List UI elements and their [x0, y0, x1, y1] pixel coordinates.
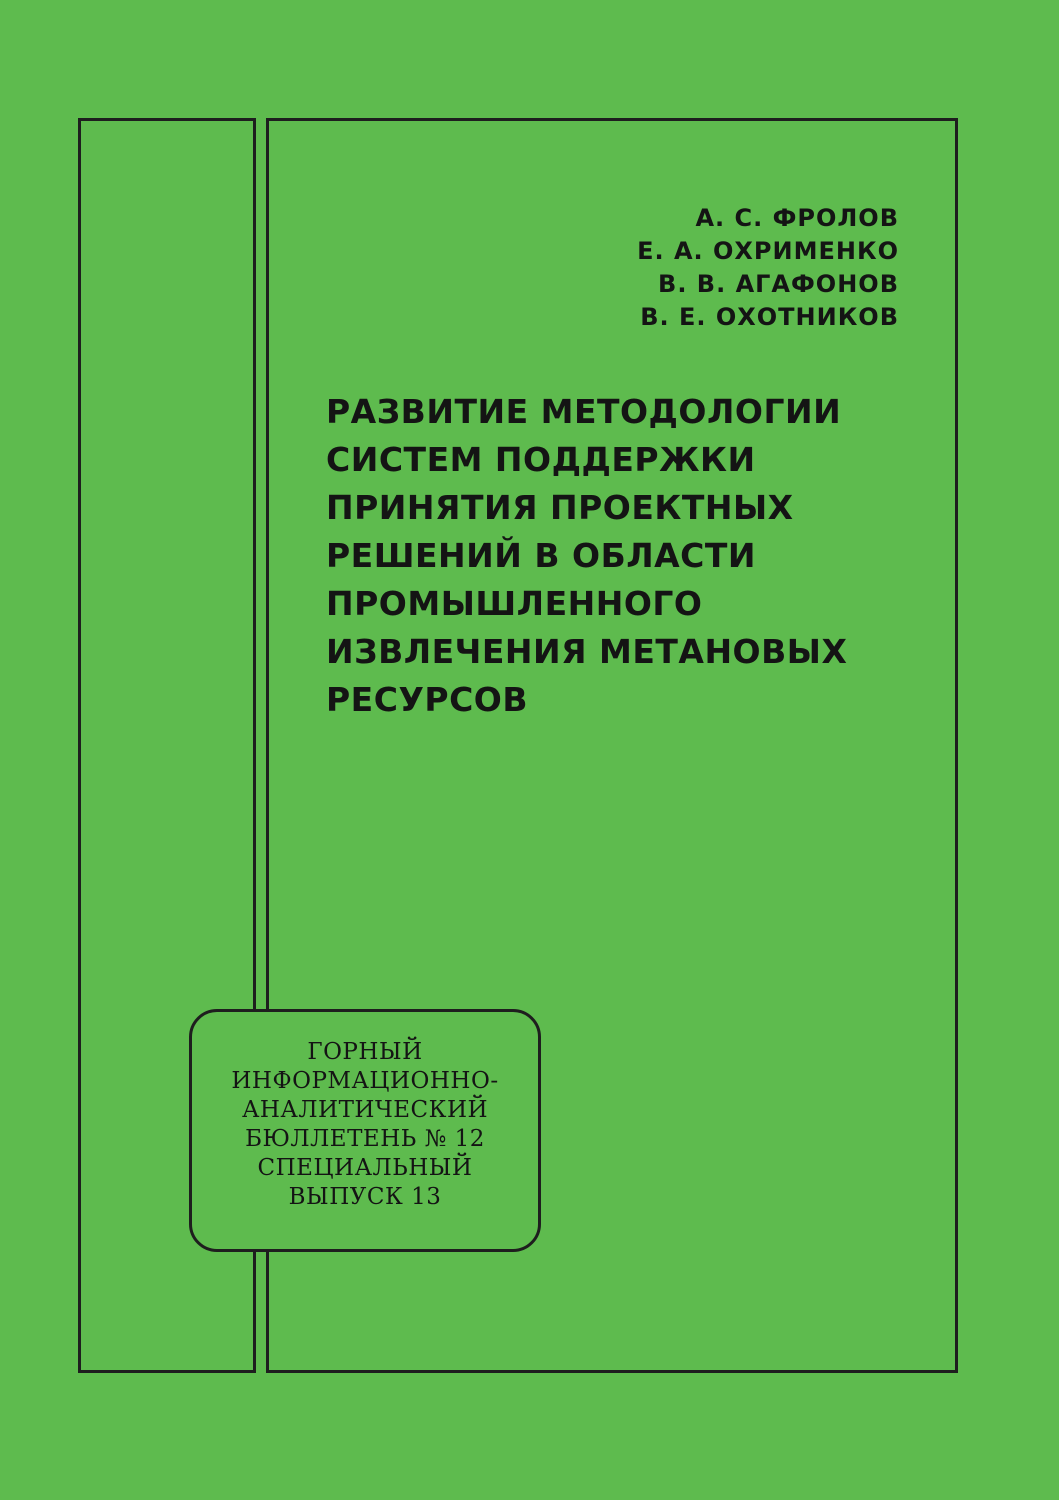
series-line: ИНФОРМАЦИОННО-: [231, 1068, 499, 1094]
series-badge: [189, 1009, 541, 1252]
author-name: В. В. АГАФОНОВ: [658, 270, 899, 298]
title-line: РЕШЕНИЙ В ОБЛАСТИ: [326, 536, 757, 575]
title-line: ПРОМЫШЛЕННОГО: [326, 584, 703, 623]
book-title: [326, 388, 926, 724]
series-line: ГОРНЫЙ: [307, 1039, 423, 1065]
series-line: БЮЛЛЕТЕНЬ № 12: [245, 1126, 485, 1152]
title-line: РЕСУРСОВ: [326, 680, 528, 719]
series-line: ВЫПУСК 13: [288, 1184, 442, 1210]
authors-list: [637, 202, 899, 334]
series-line: АНАЛИТИЧЕСКИЙ: [241, 1097, 489, 1123]
author-name: А. С. ФРОЛОВ: [695, 204, 899, 232]
title-line: ИЗВЛЕЧЕНИЯ МЕТАНОВЫХ: [326, 632, 848, 671]
author-name: В. Е. ОХОТНИКОВ: [640, 303, 899, 331]
title-line: СИСТЕМ ПОДДЕРЖКИ: [326, 440, 756, 479]
series-line: СПЕЦИАЛЬНЫЙ: [257, 1155, 473, 1181]
title-line: ПРИНЯТИЯ ПРОЕКТНЫХ: [326, 488, 794, 527]
author-name: Е. А. ОХРИМЕНКО: [637, 237, 899, 265]
title-line: РАЗВИТИЕ МЕТОДОЛОГИИ: [326, 392, 842, 431]
